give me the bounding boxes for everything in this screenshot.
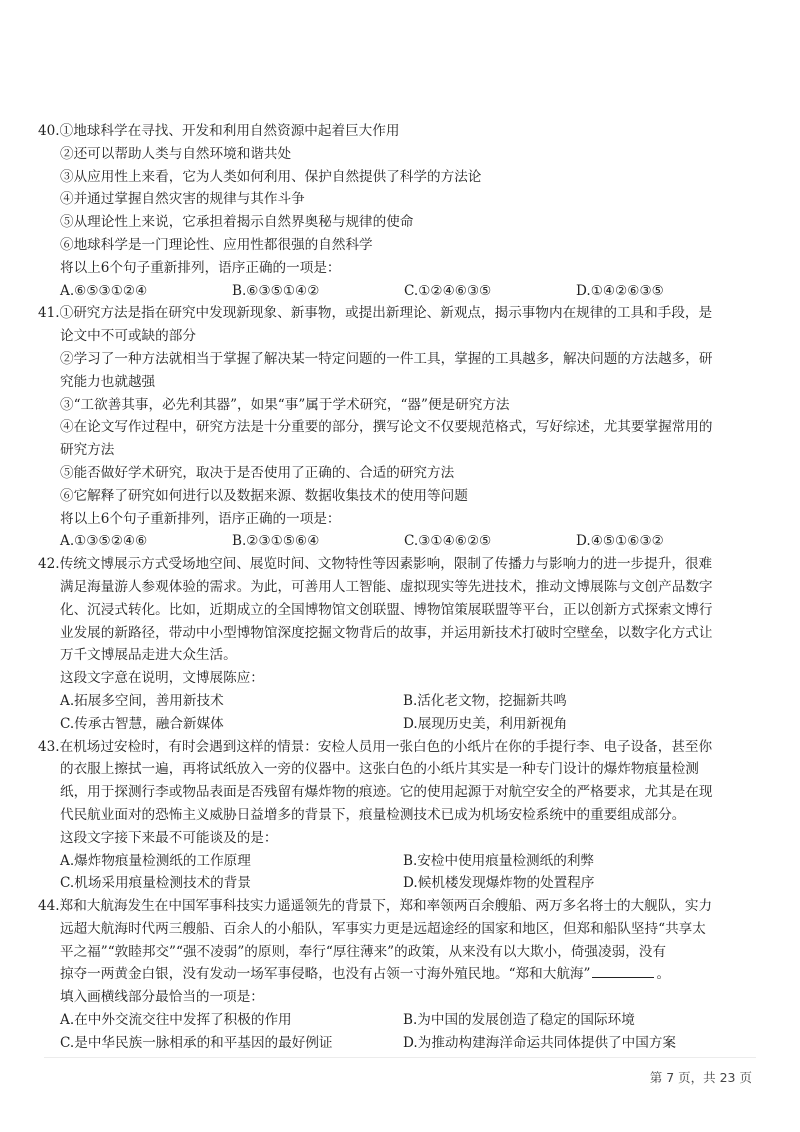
option-c: C.是中华民族一脉相承的和平基因的最好例证 [60,1034,333,1051]
option-c: C.传承古智慧，融合新媒体 [60,715,224,732]
option-a: A.⑥⑤③①②④ [60,282,148,299]
passage-line [38,963,760,986]
sentence: ③从应用性上来看，它为人类如何利用、保护自然提供了科学的方法论 [60,168,482,185]
answer-options [38,872,760,895]
option-c: C.①②④⑥③⑤ [404,282,492,299]
fill-in-blank [592,965,654,978]
question-43 [38,736,760,896]
blank-end-punct: 。 [656,966,671,983]
page-number: 第 7 页，共 23 页 [649,1070,752,1085]
answer-options [38,1009,760,1032]
answer-options [38,530,760,553]
option-d: D.候机楼发现爆炸物的处置程序 [403,875,595,892]
option-b: B.活化老文物，挖掘新共鸣 [403,692,567,709]
sentence: ⑤从理论性上来说，它承担着揭示自然界奥秘与规律的使命 [60,214,414,231]
footer-divider [44,1057,756,1058]
passage-line: 平之福”“敦睦邦交”“强不凌弱”的原则，奉行“厚往薄来”的政策，从来没有以大欺小，倚强凌弱，没有 [60,943,666,960]
option-b: B.②③①⑤⑥④ [232,533,320,550]
question-stem: 42.传统文博展示方式受场地空间、展览时间、文物特性等因素影响，限制了传播力与影响力的进一步提升，很难 [38,556,713,573]
question-prompt: 填入画横线部分最恰当的一项是： [60,989,264,1006]
question-stem: 43.在机场过安检时，有时会遇到这样的情景：安检人员用一张白色的小纸片在你的手提行李、电子设备，甚至你 [38,738,713,755]
option-c: C.机场采用痕量检测技术的背景 [60,875,251,892]
sentence: ⑥地球科学是一门理论性、应用性都很强的自然科学 [60,236,373,253]
option-d: D.④⑤①⑥③② [576,533,664,550]
sentence: ⑥它解释了研究如何进行以及数据来源、数据收集技术的使用等问题 [60,487,468,504]
passage-line: 远超大航海时代两三艘船、百余人的小船队，军事实力更是远超途经的国家和地区，但郑和船队坚持“共享太 [60,920,706,937]
option-c: C.③①④⑥②⑤ [404,533,492,550]
sentence: 研究方法 [60,442,115,459]
answer-options [38,713,760,736]
option-b: B.安检中使用痕量检测纸的利弊 [403,852,595,869]
option-b: B.为中国的发展创造了稳定的国际环境 [403,1012,635,1029]
question-44 [38,895,760,1055]
passage-line: 满足海量游人参观体验的需求。为此，可善用人工智能、虚拟现实等先进技术，推动文博展陈与文创产品数字 [60,578,713,595]
answer-options [38,280,760,303]
passage-line: 纸，用于探测行李或物品表面是否残留有爆炸物的痕迹。它的使用起源于对航空安全的严格要求，尤其是在现 [60,784,713,801]
sentence: ③“工欲善其事，必先利其器”，如果“事”属于学术研究，“器”便是研究方法 [60,396,510,413]
question-prompt: 这段文字接下来最不可能谈及的是： [60,829,278,846]
question-prompt: 将以上6个句子重新排列，语序正确的一项是： [60,259,341,276]
option-a: A.拓展多空间，善用新技术 [60,692,224,709]
passage-line: 业发展的新路径，带动中小型博物馆深度挖掘文物背后的故事，并运用新技术打破时空壁垒，以数字化方式让 [60,624,713,641]
question-prompt: 将以上6个句子重新排列，语序正确的一项是： [60,510,341,527]
sentence: ②还可以帮助人类与自然环境和谐共处 [60,145,292,162]
question-stem: 44.郑和大航海发生在中国军事科技实力遥遥领先的背景下，郑和率领两百余艘船、两万多名将士的大舰队，实力 [38,898,713,915]
option-d: D.为推动构建海洋命运共同体提供了中国方案 [403,1034,677,1051]
question-40 [38,120,760,302]
passage-text: 掠夺一两黄金白银，没有发动一场军事侵略，也没有占领一寸海外殖民地。“郑和大航海” [60,966,591,983]
question-stem: 40.①地球科学在寻找、开发和利用自然资源中起着巨大作用 [38,123,400,139]
option-d: D.展现历史美，利用新视角 [403,715,568,732]
sentence: ⑤能否做好学术研究，取决于是否使用了正确的、合适的研究方法 [60,464,455,481]
answer-options [38,1032,760,1055]
option-b: B.⑥③⑤①④② [232,282,320,299]
exam-page [38,120,760,1055]
answer-options [38,850,760,873]
sentence: ④在论文写作过程中，研究方法是十分重要的部分，撰写论文不仅要规范格式，写好综述，尤其要掌握常用的 [60,419,713,436]
answer-options [38,690,760,713]
question-prompt: 这段文字意在说明，文博展陈应： [60,670,264,687]
option-a: A.①③⑤②④⑥ [60,533,148,550]
option-d: D.①④②⑥③⑤ [576,282,664,299]
passage-line: 代民航业面对的恐怖主义威胁日益增多的背景下，痕量检测技术已成为机场安检系统中的重要组成部分。 [60,806,686,823]
sentence: 究能力也就越强 [60,373,156,390]
sentence: 论文中不可或缺的部分 [60,328,196,345]
passage-line: 化、沉浸式转化。比如，近期成立的全国博物馆文创联盟、博物馆策展联盟等平台，正以创新方式探索文博行 [60,601,713,618]
passage-line: 万千文博展品走进大众生活。 [60,647,237,664]
sentence: ②学习了一种方法就相当于掌握了解决某一特定问题的一件工具，掌握的工具越多，解决问题的方法越多，研 [60,350,713,367]
option-a: A.爆炸物痕量检测纸的工作原理 [60,852,251,869]
option-a: A.在中外交流交往中发挥了积极的作用 [60,1012,292,1029]
sentence: ④并通过掌握自然灾害的规律与其作斗争 [60,191,305,208]
question-41 [38,302,760,553]
question-stem: 41.①研究方法是指在研究中发现新现象、新事物，或提出新理论、新观点，揭示事物内在规律的工具和手段，是 [38,305,713,322]
question-42 [38,553,760,735]
passage-line: 的衣服上擦拭一遍，再将试纸放入一旁的仪器中。这张白色的小纸片其实是一种专门设计的爆炸物痕量检测 [60,761,699,778]
